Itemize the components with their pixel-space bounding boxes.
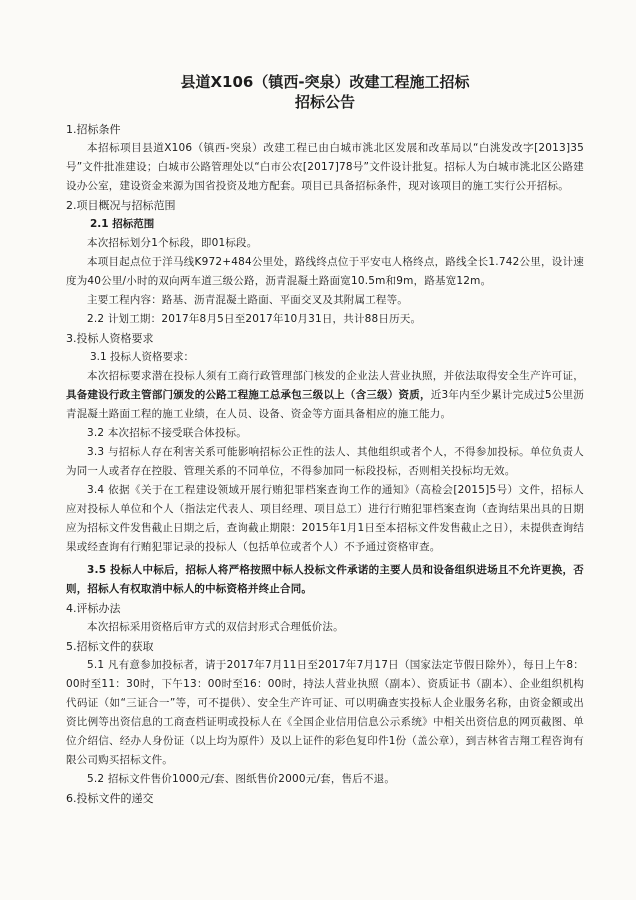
subsection-3-5: 3.5 投标人中标后，招标人将严格按照中标人投标文件承诺的主要人员和设备组织进场且不允许更换，否则，招标人有权取消中标人的中标资格并终止合同。 — [66, 564, 584, 595]
subsection-3-3: 3.3 与招标人存在利害关系可能影响招标公正性的法人、其他组织或者个人，不得参加投标。单位负责人为同一人或者存在控股、管理关系的不同单位，不得参加同一标段投标，否则相关投标均无效。 — [66, 446, 584, 477]
section-4-paragraph: 本次招标采用资格后审方式的双信封形式合理低价法。 — [87, 621, 344, 633]
document-title: 县道X106（镇西-突泉）改建工程施工招标 — [180, 73, 470, 91]
section-heading-1: 1.招标条件 — [66, 123, 121, 136]
qualification-text-c: 近3年内至少累计完成过5公里沥青混凝土路面工程的施工业绩，在人员、设备、资金等方面具备相应的施工能力。 — [66, 389, 584, 420]
document-subtitle: 招标公告 — [294, 93, 355, 111]
section-heading-2: 2.项目概况与招标范围 — [66, 199, 176, 212]
section-heading-5: 5.招标文件的获取 — [66, 640, 154, 653]
section-1-paragraph: 本招标项目县道X106（镇西-突泉）改建工程已由白城市洮北区发展和改革局以“白洮发改字[2013]35号”文件批准建设；白城市公路管理处以“白市公农[2017]78号”文件设计批复。招标人为白城市洮北区公路建设办公室，建设资金来源为国省投资及地方配套。项目已具备招标条件，现对该项目的施工实行公开招标。 — [66, 142, 584, 192]
section-heading-4: 4.评标办法 — [66, 602, 121, 615]
section-3-paragraph-1 — [66, 367, 584, 424]
subsection-3-4: 3.4 依据《关于在工程建设领域开展行贿犯罪档案查询工作的通知》（高检会[2015]5号）文件，招标人应对投标人单位和个人（指法定代表人、项目经理、项目总工）进行行贿犯罪档案查询（查询结果出具的日期应为招标文件发售截止日期之后，查询截止期限：2015年1月1日至本招标文件发售截止之日），未提供查询结果或经查询有行贿犯罪记录的投标人（包括单位或者个人）不予通过资格审查。 — [66, 484, 584, 553]
subsection-2-2: 2.2 计划工期：2017年8月5日至2017年10月31日，共计88日历天。 — [87, 313, 422, 325]
qualification-text-a: 本次招标要求潜在投标人须有工商行政管理部门核发的企业法人营业执照，并依法取得安全生产许可证， — [87, 370, 584, 382]
section-heading-6: 6.投标文件的递交 — [66, 792, 154, 805]
section-2-paragraph-2: 本项目起点位于洋马线K972+484公里处，路线终点位于平安屯人格终点，路线全长1.742公里，设计速度为40公里/小时的双向两车道三级公路，沥青混凝土路面宽10.5m和9m，路基宽12m。 — [66, 256, 584, 287]
subsection-3-2: 3.2 本次招标不接受联合体投标。 — [87, 427, 247, 439]
qualification-text-b: 具备建设行政主管部门颁发的公路工程施工总承包三级以上（含三级）资质， — [66, 389, 431, 401]
section-heading-3: 3.投标人资格要求 — [66, 332, 154, 345]
subsection-3-1: 3.1 投标人资格要求： — [90, 351, 195, 363]
subsection-5-1: 5.1 凡有意参加投标者，请于2017年7月11日至2017年7月17日（国家法定节假日除外），每日上午8：00时至11：30时，下午13：00时至16：00时，持法人营业执照（副本）、资质证书（副本）、企业组织机构代码证（如“三证合一”等，可不提供）、安全生产许可证、可以明确查实投标人企业服务名称，由资金额或出资比例等出资信息的工商查档证明或投标人在《全国企业信用信息公示系统》中相关出资信息的网页截图、单位介绍信、经办人身份证（以上均为原件）及以上证件的彩色复印件1份（盖公章），到吉林省吉翔工程咨询有限公司购买招标文件。 — [66, 659, 584, 766]
section-2-paragraph-3: 主要工程内容：路基、沥青混凝土路面、平面交叉及其附属工程等。 — [87, 294, 408, 306]
subsection-2-1: 2.1 招标范围 — [90, 218, 155, 230]
section-2-paragraph-1: 本次招标划分1个标段，即01标段。 — [87, 237, 258, 249]
subsection-5-2: 5.2 招标文件售价1000元/套、图纸售价2000元/套，售后不退。 — [87, 773, 396, 785]
